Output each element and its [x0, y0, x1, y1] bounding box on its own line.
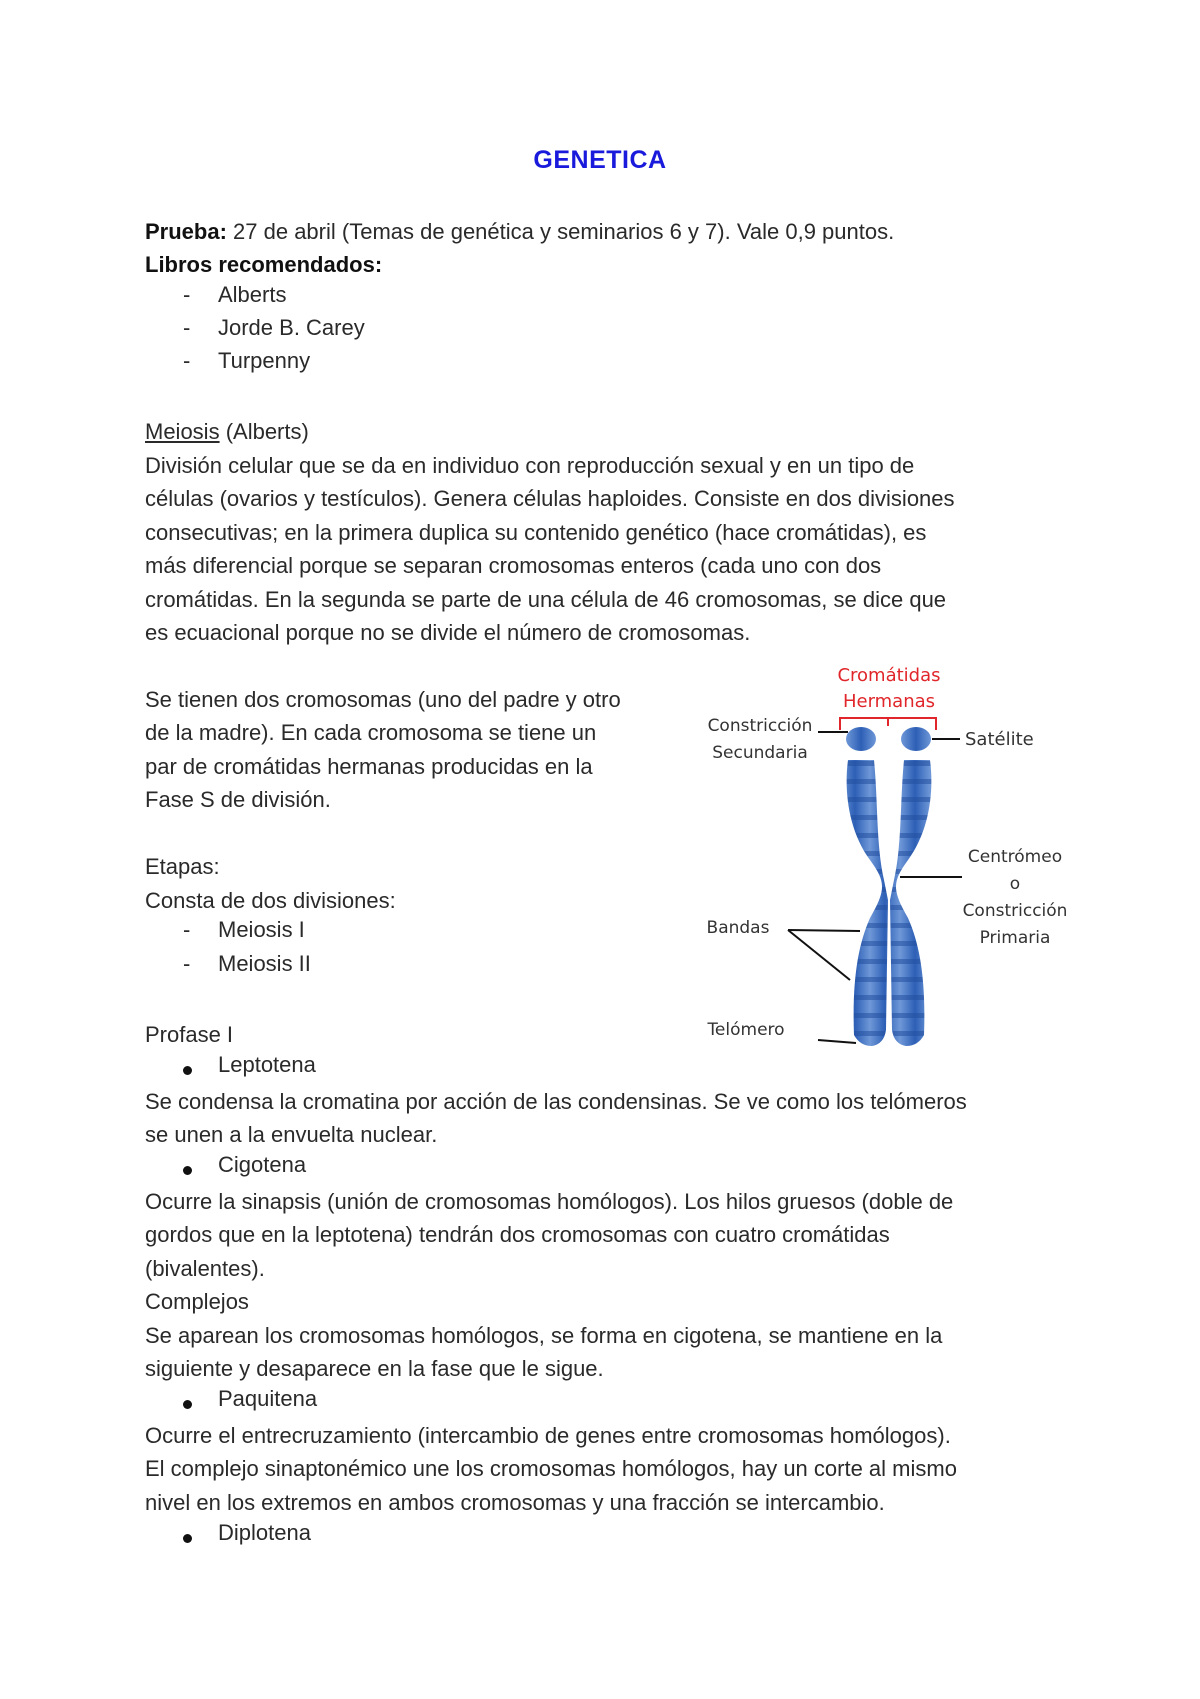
- sister-chromatids-label-2: Hermanas: [842, 691, 936, 712]
- dash-bullet: -: [183, 348, 191, 373]
- zygotene-line: (bivalentes).: [145, 1256, 265, 1281]
- sister-chromatids-label-1: Cromátidas: [837, 665, 941, 686]
- zygotene-line: gordos que en la leptotena) tendrán dos cromosomas con cuatro cromátidas: [145, 1222, 890, 1247]
- diplotene-label: Diplotena: [218, 1520, 311, 1545]
- stages-heading: Etapas:: [145, 854, 220, 879]
- chromosome-paragraph-line: par de cromátidas hermanas producidas en la: [145, 754, 593, 779]
- book-item: Alberts: [218, 282, 287, 307]
- satellite-left-shape: [846, 727, 876, 751]
- zygotene-label: Cigotena: [218, 1152, 307, 1177]
- prophase-heading: Profase I: [145, 1022, 234, 1047]
- centromere-label-4: Primaria: [979, 928, 1051, 948]
- dash-bullet: -: [183, 917, 191, 942]
- leader-line: [788, 930, 860, 931]
- dash-bullet: -: [183, 282, 191, 307]
- dash-bullet: -: [183, 315, 191, 340]
- secondary-constriction-label-1: Constricción: [707, 716, 813, 736]
- stage-item: Meiosis I: [218, 917, 305, 942]
- chromatid-right-shape: [890, 760, 931, 1046]
- leader-line: [788, 930, 850, 980]
- centromere-label-1: Centrómeo: [967, 847, 1063, 867]
- bullet-dot: [183, 1166, 192, 1175]
- chromosome-paragraph-line: de la madre). En cada cromosoma se tiene un: [145, 720, 597, 745]
- meiosis-paragraph-line: consecutivas; en la primera duplica su contenido genético (hace cromátidas), es: [145, 520, 927, 545]
- satellite-label: Satélite: [965, 729, 1034, 750]
- leptotene-line: Se condensa la cromatina por acción de las condensinas. Se ve como los telómeros: [145, 1089, 967, 1114]
- book-item: Turpenny: [218, 348, 311, 373]
- books-heading: Libros recomendados:: [145, 252, 383, 277]
- bands-label: Bandas: [706, 918, 770, 938]
- chromatid-left-shape: [847, 760, 888, 1046]
- secondary-constriction-label-2: Secundaria: [712, 743, 808, 763]
- complexes-line: siguiente y desaparece en la fase que le sigue.: [145, 1356, 604, 1381]
- book-item: Jorde B. Carey: [218, 315, 365, 340]
- leptotene-label: Leptotena: [218, 1052, 316, 1077]
- test-label: Prueba:: [145, 219, 227, 244]
- meiosis-heading-suffix: (Alberts): [219, 419, 309, 444]
- centromere-label-2: o: [1009, 874, 1021, 894]
- complexes-heading: Complejos: [145, 1289, 249, 1314]
- stage-item: Meiosis II: [218, 951, 311, 976]
- test-text: 27 de abril (Temas de genética y seminarios 6 y 7). Vale 0,9 puntos.: [226, 219, 895, 244]
- dash-bullet: -: [183, 951, 191, 976]
- leader-line: [818, 1040, 856, 1043]
- stages-intro: Consta de dos divisiones:: [145, 888, 396, 913]
- bullet-dot: [183, 1066, 192, 1075]
- satellite-right-shape: [901, 727, 931, 751]
- centromere-label-3: Constricción: [962, 901, 1068, 921]
- pachytene-line: El complejo sinaptonémico une los cromosomas homólogos, hay un corte al mismo: [145, 1456, 957, 1481]
- leptotene-line: se unen a la envuelta nuclear.: [145, 1122, 438, 1147]
- complexes-line: Se aparean los cromosomas homólogos, se forma en cigotena, se mantiene en la: [145, 1323, 943, 1348]
- chromosome-paragraph-line: Se tienen dos cromosomas (uno del padre y otro: [145, 687, 621, 712]
- pachytene-label: Paquitena: [218, 1386, 318, 1411]
- telomere-label: Telómero: [707, 1020, 785, 1040]
- meiosis-paragraph-line: es ecuacional porque no se divide el número de cromosomas.: [145, 620, 751, 645]
- bullet-dot: [183, 1400, 192, 1409]
- chromosome-diagram: [690, 660, 1090, 1055]
- chromosome-paragraph-line: Fase S de división.: [145, 787, 331, 812]
- zygotene-line: Ocurre la sinapsis (unión de cromosomas homólogos). Los hilos gruesos (doble de: [145, 1189, 954, 1214]
- meiosis-heading: Meiosis: [145, 419, 220, 444]
- test-line: [145, 215, 894, 249]
- meiosis-heading-line: [145, 415, 309, 449]
- pachytene-line: nivel en los extremos en ambos cromosomas y una fracción se intercambio.: [145, 1490, 885, 1515]
- pachytene-line: Ocurre el entrecruzamiento (intercambio de genes entre cromosomas homólogos).: [145, 1423, 951, 1448]
- meiosis-paragraph-line: células (ovarios y testículos). Genera células haploides. Consiste en dos divisiones: [145, 486, 955, 511]
- meiosis-paragraph-line: más diferencial porque se separan cromosomas enteros (cada uno con dos: [145, 553, 882, 578]
- page-title: GENETICA: [533, 146, 667, 174]
- bullet-dot: [183, 1534, 192, 1543]
- meiosis-paragraph-line: División celular que se da en individuo con reproducción sexual y en un tipo de: [145, 453, 915, 478]
- meiosis-paragraph-line: cromátidas. En la segunda se parte de una célula de 46 cromosomas, se dice que: [145, 587, 947, 612]
